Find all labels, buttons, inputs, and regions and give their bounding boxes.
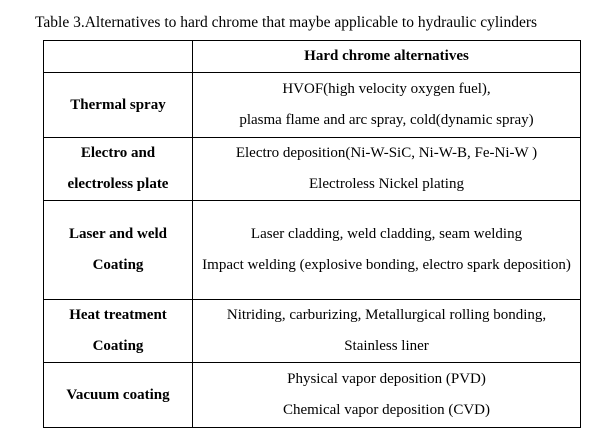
table-caption: Table 3.Alternatives to hard chrome that maybe applicable to hydraulic cylinders [35, 14, 538, 31]
category-line: Thermal spray [70, 96, 166, 113]
category-line: Heat treatment [69, 307, 167, 323]
alternative-line: Stainless liner [344, 338, 429, 354]
row-category-cell [44, 138, 193, 201]
category-line: Vacuum coating [66, 386, 170, 403]
row-alternatives-cell [193, 300, 581, 363]
category-line: electroless plate [67, 176, 169, 192]
table-row [44, 300, 581, 363]
category-line: Coating [92, 338, 144, 354]
header-empty-cell [44, 41, 193, 73]
alternative-line: Impact welding (explosive bonding, electro spark deposition) [202, 257, 571, 273]
table-header-row [44, 41, 581, 73]
row-alternatives-cell [193, 73, 581, 138]
alternative-line: Nitriding, carburizing, Metallurgical rolling bonding, [226, 307, 547, 323]
table-row [44, 201, 581, 300]
alternative-line: Electroless Nickel plating [309, 176, 464, 192]
category-line: Coating [92, 257, 144, 273]
alternative-line: Physical vapor deposition (PVD) [287, 371, 486, 387]
header-cell: Hard chrome alternatives [193, 41, 581, 73]
alternative-line: HVOF(high velocity oxygen fuel), [282, 81, 491, 97]
alternative-line: plasma flame and arc spray, cold(dynamic spray) [239, 112, 534, 128]
row-category-cell [44, 73, 193, 138]
alternative-line: Laser cladding, weld cladding, seam welding [250, 226, 523, 242]
category-line: Laser and weld [68, 226, 168, 242]
row-category-cell [44, 201, 193, 300]
table-row [44, 73, 581, 138]
alternative-line: Electro deposition(Ni-W-SiC, Ni-W-B, Fe-Ni-W ) [235, 145, 538, 161]
alternative-line: Chemical vapor deposition (CVD) [282, 402, 491, 418]
alternatives-table [43, 40, 581, 428]
table-row [44, 363, 581, 428]
row-category-cell [44, 300, 193, 363]
category-line: Electro and [80, 145, 156, 161]
row-category-cell [44, 363, 193, 428]
row-alternatives-cell [193, 201, 581, 300]
row-alternatives-cell [193, 138, 581, 201]
table-row [44, 138, 581, 201]
row-alternatives-cell [193, 363, 581, 428]
